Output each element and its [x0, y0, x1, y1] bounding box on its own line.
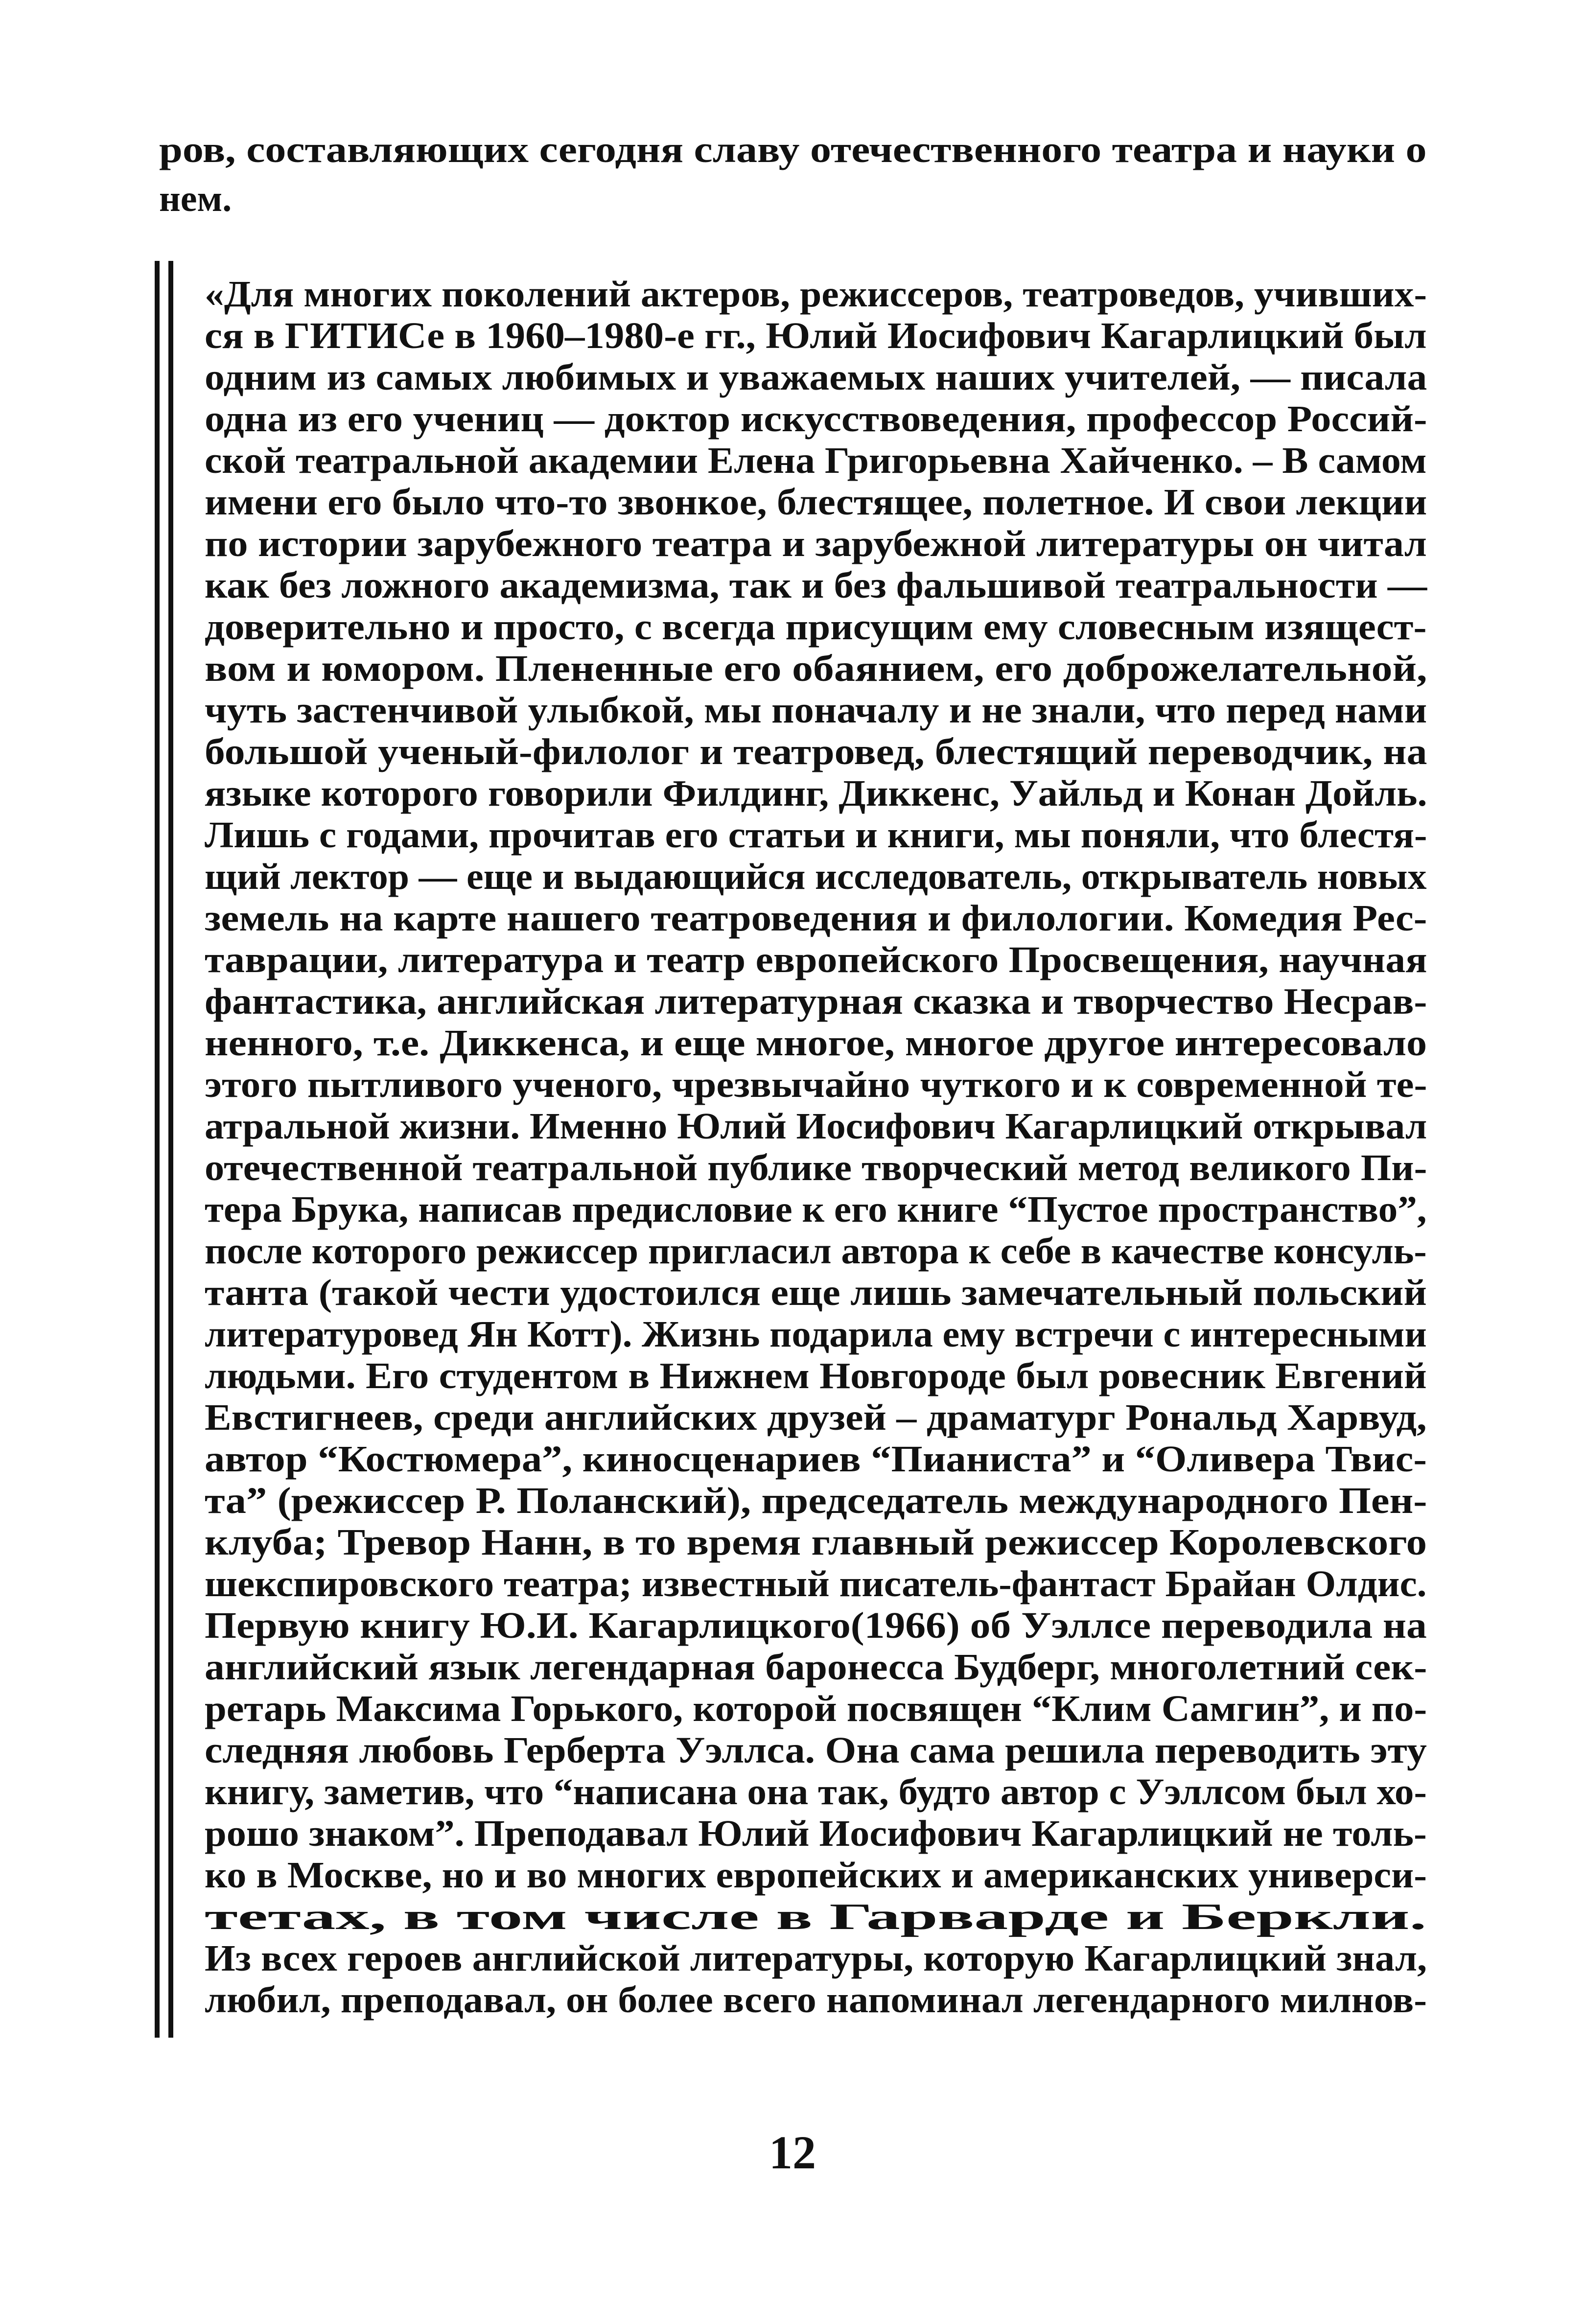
quote-rule-outer [155, 261, 160, 2038]
intro-line: нем. [159, 178, 232, 219]
quote-line: фантастика, английская литературная сказка и творчество Несрав- [205, 981, 1427, 1022]
quote-line: как без ложного академизма, так и без фальшивой театральности — [205, 565, 1427, 606]
quote-line: людьми. Его студентом в Нижнем Новгороде был ровесник Евгений [205, 1355, 1427, 1396]
quote-line: таврации, литература и театр европейского Просвещения, научная [205, 939, 1427, 980]
quote-line: тетах, в том числе в Гарварде и Беркли. [205, 1896, 1427, 1937]
quote-line: «Для многих поколений актеров, режиссеров, театроведов, учивших- [205, 274, 1427, 315]
quote-line: английский язык легендарная баронесса Будберг, многолетний сек- [205, 1647, 1427, 1688]
quote-line: танта (такой чести удостоился еще лишь замечательный польский [205, 1272, 1427, 1313]
intro-line: ров, составляющих сегодня славу отечественного театра и науки о [159, 129, 1427, 170]
quote-line: Евстигнеев, среди английских друзей – драматург Рональд Харвуд, [205, 1397, 1427, 1438]
quote-line: отечественной театральной публике творческий метод великого Пи- [205, 1147, 1427, 1188]
quote-line: Из всех героев английской литературы, которую Кагарлицкий знал, [205, 1938, 1427, 1979]
quote-line: ко в Москве, но и во многих европейских и американских универси- [205, 1855, 1427, 1896]
quote-line: языке которого говорили Филдинг, Диккенс, Уайльд и Конан Дойль. [205, 773, 1427, 814]
quote-line: Лишь с годами, прочитав его статьи и книги, мы поняли, что блестя- [205, 814, 1427, 856]
quote-line: этого пытливого ученого, чрезвычайно чуткого и к современной те- [205, 1064, 1427, 1105]
quote-line: одна из его учениц — доктор искусствоведения, профессор Россий- [205, 398, 1427, 440]
quote-line: земель на карте нашего театроведения и филологии. Комедия Рес- [205, 898, 1427, 939]
quote-line: ретарь Максима Горького, которой посвящен “Клим Самгин”, и по- [205, 1688, 1427, 1729]
quote-line: имени его было что-то звонкое, блестящее, полетное. И свои лекции [205, 482, 1427, 523]
quote-line: после которого режиссер пригласил автора к себе в качестве консуль- [205, 1231, 1427, 1272]
quote-line: большой ученый-филолог и театровед, блестящий переводчик, на [205, 731, 1427, 772]
quote-line: вом и юмором. Плененные его обаянием, его доброжелательной, [205, 648, 1427, 689]
quote-line: та” (режиссер Р. Поланский), председатель международного Пен- [205, 1480, 1427, 1521]
quote-line: следняя любовь Герберта Уэллса. Она сама решила переводить эту [205, 1730, 1427, 1771]
quote-line: одним из самых любимых и уважаемых наших учителей, — писала [205, 357, 1427, 398]
quote-line: литературовед Ян Котт). Жизнь подарила ему встречи с интересными [205, 1314, 1427, 1355]
quote-line: автор “Костюмера”, киносценариев “Пианиста” и “Оливера Твис- [205, 1439, 1427, 1480]
quote-line: ся в ГИТИСе в 1960–1980-е гг., Юлий Иосифович Кагарлицкий был [205, 315, 1427, 356]
quote-line: Первую книгу Ю.И. Кагарлицкого(1966) об Уэллсе переводила на [205, 1605, 1427, 1646]
quote-line: щий лектор — еще и выдающийся исследователь, открыватель новых [205, 856, 1427, 897]
page-number: 12 [769, 2126, 816, 2179]
quote-line: ненного, т.е. Диккенса, и еще многое, многое другое интересовало [205, 1023, 1427, 1064]
quote-line: шекспировского театра; известный писатель-фантаст Брайан Олдис. [205, 1563, 1427, 1604]
quote-line: любил, преподавал, он более всего напоминал легендарного милнов- [205, 1979, 1427, 2021]
quote-line: доверительно и просто, с всегда присущим ему словесным изящест- [205, 606, 1427, 648]
quote-line: чуть застенчивой улыбкой, мы поначалу и не знали, что перед нами [205, 690, 1427, 731]
quote-line: клуба; Тревор Нанн, в то время главный режиссер Королевского [205, 1522, 1427, 1563]
quote-line: по истории зарубежного театра и зарубежной литературы он читал [205, 523, 1427, 564]
quote-line: ской театральной академии Елена Григорьевна Хайченко. – В самом [205, 440, 1427, 481]
quote-line: книгу, заметив, что “написана она так, будто автор с Уэллсом был хо- [205, 1771, 1427, 1813]
quote-line: атральной жизни. Именно Юлий Иосифович Кагарлицкий открывал [205, 1106, 1427, 1147]
quote-line: тера Брука, написав предисловие к его книге “Пустое пространство”, [205, 1189, 1427, 1230]
quote-line: рошо знаком”. Преподавал Юлий Иосифович Кагарлицкий не толь- [205, 1813, 1427, 1854]
quote-rule-inner [168, 261, 173, 2038]
